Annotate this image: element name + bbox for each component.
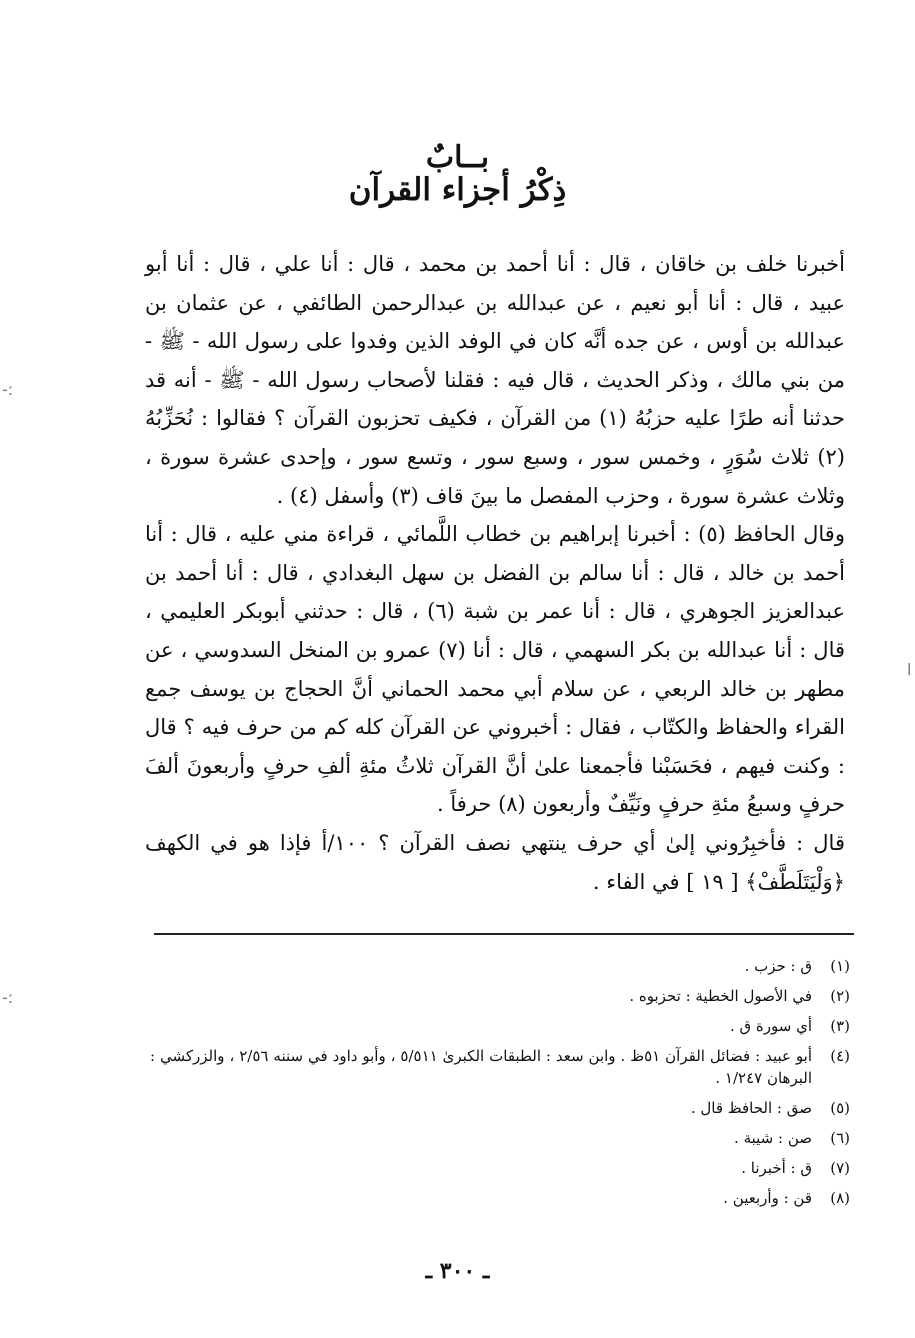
footnotes	[150, 955, 850, 1217]
footnote	[150, 1045, 850, 1089]
page-number: ـ ٣٠٠ ـ	[425, 1258, 490, 1284]
footnote-text: ق : أخبرنا .	[741, 1159, 812, 1177]
footnote	[150, 955, 850, 977]
footnote-number: (٢)	[830, 987, 850, 1005]
left-margin-mark-bottom: -:	[2, 988, 14, 1007]
footnote-text: في الأصول الخطية : تحزبوه .	[629, 987, 812, 1005]
chapter-label: بــابٌ	[425, 140, 490, 175]
main-text	[145, 245, 845, 901]
footnote	[150, 1187, 850, 1209]
footnote	[150, 1157, 850, 1179]
footnote-number: (٣)	[830, 1017, 850, 1035]
footnote-number: (٥)	[830, 1099, 850, 1117]
footnote-text: ق : حزب .	[744, 957, 812, 975]
footnote-text: قن : وأربعين .	[723, 1189, 812, 1207]
footnote-text: صق : الحافظ قال .	[690, 1099, 812, 1117]
paragraph-1: أخبرنا خلف بن خاقان ، قال : أنا أحمد بن محمد ، قال : أنا علي ، قال : أنا أبو عبيد ، قال : أنا أبو نعيم ، عن عبدالله بن عبدالرحمن الطائفي ، عن عثمان بن عبدالله بن أوس ، عن جده أنَّه كان في الوفد الذين وفدوا على رسول الله - ﷺ - من بني مالك ، وذكر الحديث ، قال فيه : فقلنا لأصحاب رسول الله - ﷺ - أنه قد حدثنا أنه طرًا عليه حزبُهُ (١) من القرآن ، فكيف تحزبون القرآن ؟ فقالوا : نُحَزِّبُهُ (٢) ثلاث سُوَرٍ ، وخمس سور ، وسبع سور ، وتسع سور ، وإحدى عشرة سورة ، وثلاث عشرة سورة ، وحزب المفصل ما بينَ قاف (٣) وأسفل (٤) .	[145, 252, 846, 508]
footnote-divider	[154, 933, 854, 935]
footnote	[150, 1015, 850, 1037]
footnote-text: أبو عبيد : فضائل القرآن ٥١ظ . وابن سعد : الطبقات الكبرىٰ ٥/٥١١ ، وأبو داود في سننه ٢/٥٦ ، والزركشي : البرهان ١/٢٤٧ .	[150, 1047, 812, 1087]
left-margin-mark-top: -:	[2, 380, 14, 399]
footnote	[150, 1097, 850, 1119]
footnote-text: صن : شيبة .	[734, 1129, 812, 1147]
footnote-number: (١)	[830, 957, 850, 975]
footnote-number: (٦)	[830, 1129, 850, 1147]
footnote-number: (٤)	[830, 1047, 850, 1065]
chapter-title: ذِكْرُ أجزاء القرآن	[348, 172, 567, 208]
footnote	[150, 985, 850, 1007]
paragraph-3: قال : فأخبِرُوني إلىٰ أي حرف ينتهي نصف القرآن ؟ ١٠٠/أ فإذا هو في الكهف ﴿وَلْيَتَلَطَّفْ﴾ [ ١٩ ] في الفاء .	[145, 830, 845, 894]
paragraph-2: وقال الحافظ (٥) : أخبرنا إبراهيم بن خطاب اللَّمائي ، قراءة مني عليه ، قال : أنا أحمد بن خالد ، قال : أنا سالم بن الفضل بن سهل البغدادي ، قال : أنا أحمد بن عبدالعزيز الجوهري ، قال : أنا عمر بن شبة (٦) ، قال : حدثني أبوبكر العليمي ، قال : أنا عبدالله بن بكر السهمي ، قال : أنا (٧) عمرو بن المنخل السدوسي ، عن مطهر بن خالد الربعي ، عن سلام أبي محمد الحماني أنَّ الحجاج بن يوسف جمع القراء والحفاظ والكتّاب ، فقال : أخبروني عن القرآن كله كم من حرف فيه ؟ قال : وكنت فيهم ، فحَسَبْنا فأجمعنا علىٰ أنَّ القرآن ثلاثُ مئةِ ألفِ حرفٍ وأربعونَ ألفَ حرفٍ وسبعُ مئةِ حرفٍ ونَيِّفٌ وأربعون (٨) حرفاً .	[145, 522, 846, 817]
footnote-number: (٧)	[830, 1159, 850, 1177]
footnote-text: أي سورة ق .	[729, 1017, 812, 1035]
footnote	[150, 1127, 850, 1149]
right-margin-mark: ا	[907, 660, 912, 679]
footnote-number: (٨)	[830, 1189, 850, 1207]
